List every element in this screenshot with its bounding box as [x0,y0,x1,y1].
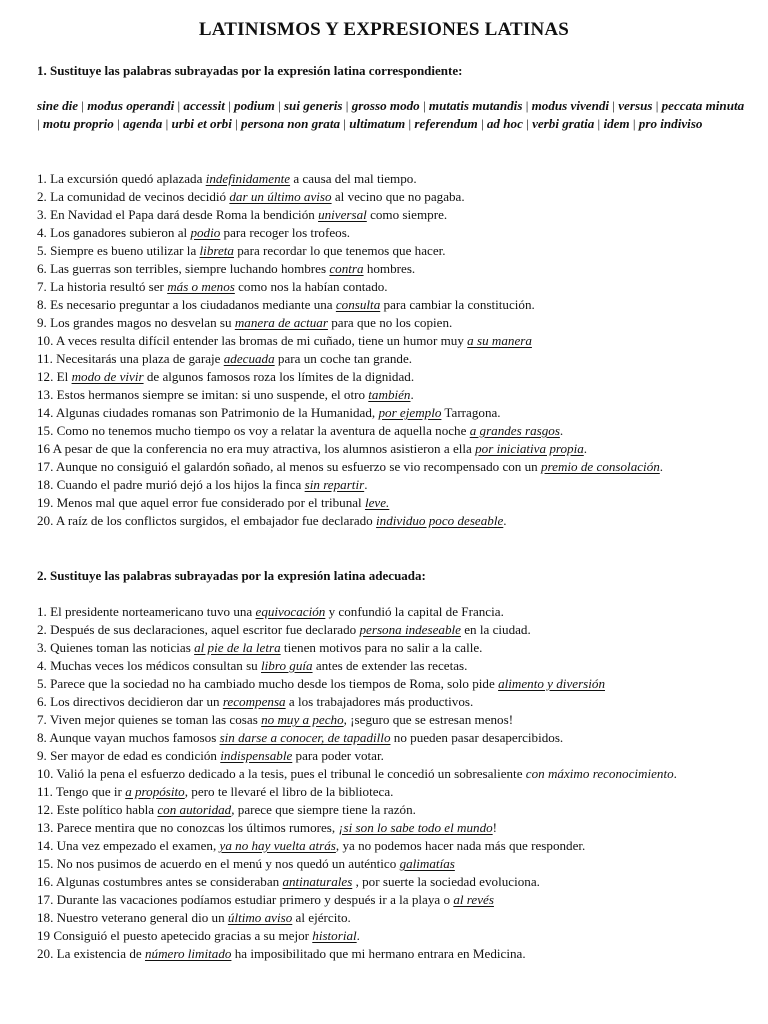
underlined-phrase: ya no hay vuelta atrás [219,838,336,853]
exercise-item [37,332,749,350]
latin-term: modus operandi [87,98,175,113]
item-text: 18. Nuestro veterano general dio un [37,910,228,925]
item-text: 11. Necesitarás una plaza de garaje [37,351,224,366]
term-separator: | [405,116,415,131]
item-text: como siempre. [366,207,448,222]
item-text: a causa del mal tiempo. [290,171,417,186]
term-separator: | [594,116,604,131]
item-text: . [673,766,677,781]
latin-term: grosso modo [351,98,420,113]
term-separator: | [113,116,124,131]
underlined-phrase: sin darse a conocer, de tapadillo [219,730,391,745]
item-text: 10. A veces resulta difícil entender las bromas de mi cuñado, tiene un humor muy [37,333,468,348]
underlined-phrase: historial [312,928,357,943]
latin-term: versus [618,98,653,113]
item-text: 12. El [37,369,72,384]
item-text: 2. La comunidad de vecinos decidió [37,189,230,204]
item-text: al vecino que no pagaba. [331,189,465,204]
item-text: para recordar lo que tenemos que hacer. [233,243,446,258]
underlined-phrase: más o menos [167,279,235,294]
item-text: para un coche tan grande. [274,351,413,366]
latin-term: accessit [183,98,225,113]
exercise-2-list [37,603,749,963]
term-separator: | [231,116,242,131]
item-text: 6. Los directivos decidieron dar un [37,694,223,709]
exercise-item [37,729,749,747]
item-text: 15. No nos pusimos de acuerdo en el menú y nos quedó un auténtico [37,856,400,871]
underlined-phrase: podio [190,225,221,240]
latin-term: motu proprio [42,116,114,131]
latin-term: pro indiviso [638,116,703,131]
exercise-item [37,440,749,458]
underlined-phrase: por iniciativa propia [475,441,584,456]
latin-term: modus vivendi [531,98,610,113]
italic-phrase: con máximo reconocimiento [525,766,674,781]
item-text: , ¡seguro que se estresan menos! [343,712,514,727]
item-text: 8. Aunque vayan muchos famosos [37,730,220,745]
underlined-phrase: al pie de la letra [194,640,281,655]
underlined-phrase: premio de consolación [541,459,660,474]
item-text: , parece que siempre tiene la razón. [231,802,416,817]
term-separator: | [78,98,88,113]
term-separator: | [174,98,184,113]
underlined-phrase: antinaturales [282,874,353,889]
underlined-phrase: indefinidamente [205,171,291,186]
term-separator: | [522,98,532,113]
item-text: 9. Los grandes magos no desvelan su [37,315,235,330]
item-text: 19 Consiguió el puesto apetecido gracias a su mejor [37,928,313,943]
underlined-phrase: también [368,387,411,402]
item-text: 16. Algunas costumbres antes se consideraban [37,874,283,889]
exercise-item [37,621,749,639]
page-title: LATINISMOS Y EXPRESIONES LATINAS [198,19,570,40]
exercise-item [37,837,749,855]
item-text: para poder votar. [292,748,384,763]
underlined-phrase: último aviso [227,910,293,925]
exercise-item [37,170,749,188]
underlined-phrase: alimento y diversión [498,676,605,691]
underlined-phrase: con autoridad [157,802,232,817]
item-text: , ya no podemos hacer nada más que responder. [335,838,586,853]
item-text: 4. Los ganadores subieron al [37,225,191,240]
latin-term: persona non grata [241,116,341,131]
exercise-item [37,927,749,945]
latin-terms-list [37,97,749,133]
item-text: 17. Aunque no consiguió el galardón soñado, al menos su esfuerzo se vio recompensado con un [37,459,541,474]
underlined-phrase: ¡si son lo sabe todo el mundo [338,820,493,835]
underlined-phrase: a propósito [125,784,185,799]
exercise-item [37,350,749,368]
item-text: 11. Tengo que ir [37,784,126,799]
exercise-item [37,819,749,837]
item-text: 17. Durante las vacaciones podíamos estudiar primero y después ir a la playa o [37,892,454,907]
item-text: 1. La excursión quedó aplazada [37,171,206,186]
item-text: 3. En Navidad el Papa dará desde Roma la bendición [37,207,319,222]
item-text: 6. Las guerras son terribles, siempre luchando hombres [37,261,330,276]
item-text: 7. La historia resultó ser [37,279,168,294]
item-text: para recoger los trofeos. [220,225,351,240]
exercise-item [37,386,749,404]
latin-term: verbi gratia [532,116,595,131]
underlined-phrase: individuo poco deseable [376,513,504,528]
item-text: a los trabajadores más productivos. [285,694,474,709]
exercise-item [37,747,749,765]
item-text: 20. A raíz de los conflictos surgidos, el embajador fue declarado [37,513,377,528]
item-text: . [356,928,360,943]
term-separator: | [162,116,172,131]
item-text: antes de extender las recetas. [312,658,468,673]
item-text: 15. Como no tenemos mucho tiempo os voy a relatar la aventura de aquella noche [37,423,470,438]
latin-term: agenda [123,116,163,131]
item-text: para que no los copien. [327,315,453,330]
term-separator: | [340,116,350,131]
exercise-item [37,891,749,909]
item-text: 4. Muchas veces los médicos consultan su [37,658,262,673]
underlined-phrase: leve. [364,495,390,510]
item-text: , por suerte la sociedad evoluciona. [352,874,540,889]
latin-term: podium [234,98,275,113]
latin-term: mutatis mutandis [428,98,523,113]
exercise-item [37,512,749,530]
underlined-phrase: galimatías [399,856,455,871]
term-separator: | [224,98,235,113]
item-text: 16 A pesar de que la conferencia no era muy atractiva, los alumnos asistieron a ella [37,441,476,456]
term-separator: | [609,98,619,113]
underlined-phrase: recompensa [222,694,286,709]
term-separator: | [419,98,429,113]
term-separator: | [522,116,533,131]
underlined-phrase: modo de vivir [71,369,144,384]
latin-term: referendum [414,116,478,131]
exercise-item [37,314,749,332]
latin-term: sui generis [283,98,343,113]
item-text: 8. Es necesario preguntar a los ciudadanos mediante una [37,297,336,312]
exercise-item [37,909,749,927]
exercise-item [37,657,749,675]
term-separator: | [652,98,662,113]
underlined-phrase: a su manera [467,333,532,348]
exercise-1-list [37,170,749,530]
section-2-heading: 2. Sustituye las palabras subrayadas por la expresión latina adecuada: [37,568,426,583]
exercise-item [37,693,749,711]
exercise-item [37,260,749,278]
exercise-item [37,711,749,729]
exercise-item [37,206,749,224]
exercise-item [37,603,749,621]
item-text: en la ciudad. [460,622,531,637]
exercise-item [37,296,749,314]
exercise-item [37,404,749,422]
latin-term: ad hoc [486,116,523,131]
item-text: . [410,387,414,402]
item-text: como nos la habían contado. [234,279,388,294]
item-text: 19. Menos mal que aquel error fue considerado por el tribunal [37,495,365,510]
exercise-item [37,855,749,873]
exercise-item [37,422,749,440]
term-separator: | [37,116,43,131]
item-text: . [503,513,507,528]
underlined-phrase: a grandes rasgos [469,423,560,438]
item-text: 7. Viven mejor quienes se toman las cosas [37,712,262,727]
exercise-item [37,801,749,819]
item-text: 14. Algunas ciudades romanas son Patrimonio de la Humanidad, [37,405,379,420]
latin-term: urbi et orbi [171,116,232,131]
item-text: , pero te llevaré el libro de la biblioteca. [184,784,394,799]
exercise-item [37,278,749,296]
underlined-phrase: universal [318,207,367,222]
item-text: ! [492,820,498,835]
underlined-phrase: no muy a pecho [261,712,344,727]
item-text: 9. Ser mayor de edad es condición [37,748,221,763]
underlined-phrase: adecuada [223,351,275,366]
exercise-item [37,242,749,260]
term-separator: | [477,116,487,131]
underlined-phrase: consulta [335,297,381,312]
latin-term: ultimatum [349,116,406,131]
item-text: Tarragona. [441,405,501,420]
item-text: 5. Siempre es bueno utilizar la [37,243,200,258]
exercise-item [37,783,749,801]
underlined-phrase: al revés [453,892,494,907]
item-text: 5. Parece que la sociedad no ha cambiado mucho desde los tiempos de Roma, solo pide [37,676,499,691]
underlined-phrase: persona indeseable [359,622,461,637]
exercise-item [37,765,749,783]
latin-term: peccata minuta [661,98,745,113]
underlined-phrase: manera de actuar [234,315,328,330]
item-text: ha imposibilitado que mi hermano entrara en Medicina. [231,946,526,961]
section-1-heading: 1. Sustituye las palabras subrayadas por la expresión latina correspondiente: [37,63,463,78]
underlined-phrase: libro guía [261,658,313,673]
term-separator: | [274,98,284,113]
underlined-phrase: número limitado [144,946,232,961]
term-separator: | [342,98,352,113]
exercise-item [37,675,749,693]
latin-term: sine die [37,98,79,113]
underlined-phrase: libreta [199,243,234,258]
underlined-phrase: dar un último aviso [229,189,332,204]
item-text: . [364,477,368,492]
exercise-item [37,368,749,386]
item-text: tienen motivos para no salir a la calle. [280,640,483,655]
item-text: 1. El presidente norteamericano tuvo una [37,604,256,619]
item-text: . [659,459,664,474]
underlined-phrase: indispensable [220,748,293,763]
exercise-item [37,476,749,494]
item-text: al ejército. [292,910,351,925]
exercise-item [37,458,749,476]
item-text: 13. Estos hermanos siempre se imitan: si uno suspende, el otro [37,387,369,402]
exercise-item [37,494,749,512]
item-text: 2. Después de sus declaraciones, aquel escritor fue declarado [37,622,360,637]
latin-term: idem [603,116,630,131]
item-text: . [583,441,588,456]
item-text: de algunos famosos roza los límites de la dignidad. [143,369,415,384]
item-text: 10. Valió la pena el esfuerzo dedicado a la tesis, pues el tribunal le concedió un sobresaliente [37,766,526,781]
item-text: 18. Cuando el padre murió dejó a los hijos la finca [37,477,305,492]
underlined-phrase: contra [329,261,364,276]
underlined-phrase: por ejemplo [378,405,442,420]
item-text: 13. Parece mentira que no conozcas los últimos rumores, [37,820,339,835]
exercise-item [37,945,749,963]
item-text: 12. Este político habla [37,802,158,817]
item-text: hombres. [363,261,416,276]
item-text: . [559,423,564,438]
underlined-phrase: equivocación [255,604,326,619]
exercise-item [37,188,749,206]
item-text: no pueden pasar desapercibidos. [390,730,564,745]
item-text: 20. La existencia de [37,946,145,961]
exercise-item [37,873,749,891]
exercise-item [37,639,749,657]
exercise-item [37,224,749,242]
item-text: 3. Quienes toman las noticias [37,640,195,655]
item-text: y confundió la capital de Francia. [325,604,504,619]
term-separator: | [629,116,639,131]
underlined-phrase: sin repartir [304,477,365,492]
item-text: 14. Una vez empezado el examen, [37,838,220,853]
item-text: para cambiar la constitución. [380,297,535,312]
